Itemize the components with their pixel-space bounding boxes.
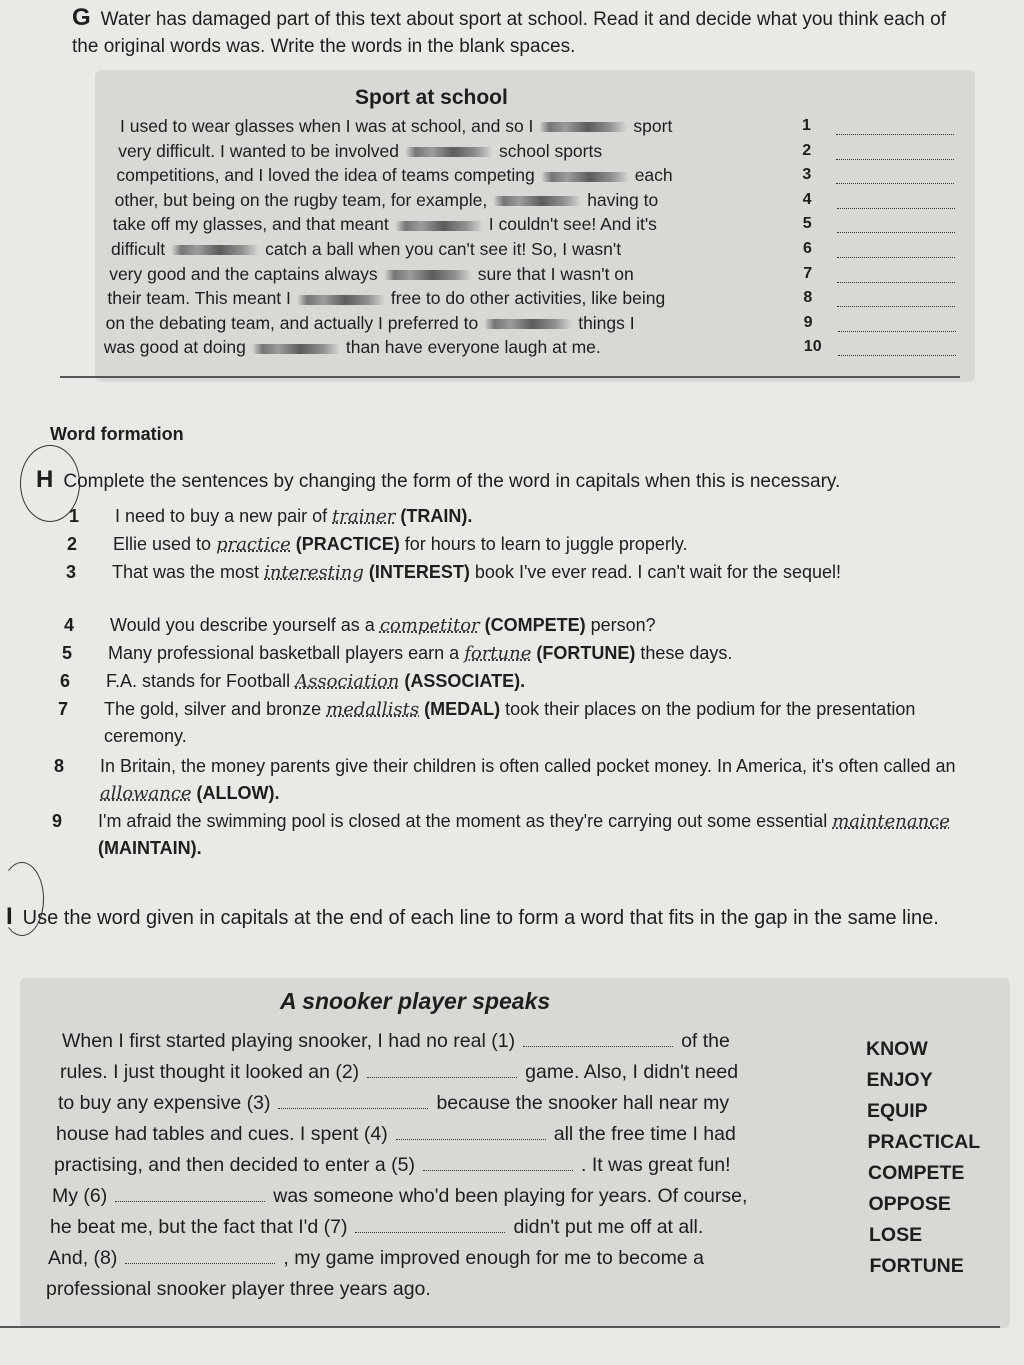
line-text-after: all the free time I had — [553, 1123, 736, 1145]
capital-keyword: PRACTICAL — [867, 1131, 981, 1153]
line-text-after: of the — [681, 1030, 730, 1052]
text-line — [58, 1092, 729, 1115]
capital-keyword: ENJOY — [866, 1069, 933, 1091]
line-text-before: difficult — [111, 239, 166, 259]
line-text-before: very good and the captains always — [109, 263, 378, 284]
line-text-after: . It was great fun! — [580, 1154, 731, 1176]
answer-gap[interactable] — [125, 1263, 275, 1264]
capital-keyword: KNOW — [866, 1038, 928, 1060]
water-damage-mark — [493, 196, 581, 206]
sentence-item — [60, 668, 926, 695]
line-text-before: other, but being on the rugby team, for example, — [114, 189, 488, 210]
item-number: 1 — [69, 506, 80, 526]
sentence-text: person? — [585, 615, 656, 635]
handwritten-answer[interactable]: fortune — [464, 643, 532, 664]
line-text-after: free to do other activities, like being — [390, 288, 666, 309]
story-title: Sport at school — [355, 86, 508, 109]
answer-gap[interactable] — [278, 1108, 428, 1109]
exercise-letter: G — [72, 4, 91, 31]
answer-blank[interactable] — [837, 232, 955, 233]
line-text-before: rules. I just thought it looked an (2) — [60, 1061, 360, 1083]
item-number: 5 — [62, 643, 73, 663]
line-text-before: When I first started playing snooker, I had no real (1) — [62, 1030, 516, 1052]
answer-blank[interactable] — [836, 183, 954, 184]
item-number: 3 — [66, 562, 77, 582]
answer-gap[interactable] — [367, 1077, 517, 1078]
handwritten-answer[interactable]: trainer — [332, 506, 396, 527]
answer-gap[interactable] — [523, 1046, 673, 1047]
line-text-before: house had tables and cues. I spent (4) — [56, 1123, 388, 1145]
text-line — [120, 116, 672, 137]
capital-word: (PRACTICE) — [290, 534, 400, 554]
answer-row — [803, 215, 955, 233]
answer-row — [803, 265, 955, 283]
sentence-text: That was the most — [112, 562, 265, 582]
capital-keyword: EQUIP — [867, 1100, 928, 1122]
water-damage-mark — [297, 295, 385, 305]
text-line — [116, 165, 672, 186]
line-text-after: didn't put me off at all. — [513, 1216, 704, 1238]
text-line — [52, 1185, 747, 1208]
line-text-before: And, (8) — [48, 1247, 118, 1269]
answer-blank[interactable] — [837, 208, 955, 209]
text-line — [118, 141, 602, 162]
item-number: 2 — [67, 534, 78, 554]
divider — [60, 376, 960, 378]
sentence-text: Many professional basketball players earn a — [108, 643, 465, 663]
capital-word: (ASSOCIATE). — [399, 671, 526, 691]
line-text-after: game. Also, I didn't need — [525, 1061, 739, 1083]
sentence-item — [62, 640, 928, 667]
capital-word: (ALLOW). — [191, 783, 280, 803]
capital-word: (TRAIN). — [395, 506, 473, 526]
exercise-g-instruction: G Water has damaged part of this text about sport at school. Read it and decide what you think each of the original words was. Write the words in the blank spaces. — [72, 4, 946, 57]
section-label: Word formation — [50, 424, 184, 444]
handwritten-answer[interactable]: practice — [216, 534, 291, 555]
handwritten-answer[interactable]: allowance — [100, 783, 192, 804]
answer-row — [802, 166, 954, 184]
text-line — [48, 1247, 704, 1270]
line-text-before: their team. This meant I — [107, 288, 291, 309]
sentence-text: book I've ever read. I can't wait for the sequel! — [469, 562, 841, 582]
text-line — [62, 1030, 730, 1053]
answer-row — [804, 338, 956, 356]
handwritten-answer[interactable]: maintenance — [832, 811, 950, 832]
line-text-after: catch a ball when you can't see it! So, I wasn't — [265, 239, 622, 259]
answer-gap[interactable] — [396, 1139, 546, 1140]
item-number: 9 — [52, 811, 63, 831]
answer-number: 2 — [802, 141, 812, 159]
line-text-before: on the debating team, and actually I preferred to — [105, 312, 479, 333]
item-number: 7 — [58, 699, 69, 719]
line-text-before: practising, and then decided to enter a (5) — [54, 1154, 415, 1176]
sentence-item — [54, 753, 1000, 807]
sentence-item — [58, 696, 984, 750]
text-line — [60, 1061, 738, 1084]
water-damage-mark — [405, 147, 493, 157]
answer-number: 1 — [802, 117, 811, 134]
answer-row — [802, 142, 954, 160]
text-line — [107, 288, 665, 309]
line-text-after: I couldn't see! And it's — [488, 214, 657, 235]
text-line — [104, 337, 601, 358]
sentence-text: In Britain, the money parents give their children is often called pocket money. In America, it's often called an — [100, 756, 956, 776]
water-damage-mark — [384, 270, 472, 280]
line-text-before: he beat me, but the fact that I'd (7) — [50, 1216, 348, 1238]
sentence-text: these days. — [635, 643, 733, 663]
answer-row — [802, 117, 954, 135]
line-text-after: because the snooker hall near my — [436, 1092, 730, 1114]
line-text-after: school sports — [499, 140, 603, 161]
handwritten-answer[interactable]: Association — [295, 671, 400, 692]
item-number: 8 — [54, 756, 65, 776]
line-text-before: professional snooker player three years ago. — [46, 1278, 431, 1300]
answer-number: 10 — [803, 338, 822, 356]
line-text-after: sure that I wasn't on — [477, 263, 634, 284]
sentence-item — [64, 612, 930, 639]
sentence-text: took their places on the podium for the presentation ceremony. — [104, 699, 916, 746]
text-line — [50, 1216, 703, 1239]
answer-gap[interactable] — [355, 1232, 505, 1233]
sentence-text: for hours to learn to juggle properly. — [399, 534, 688, 554]
answer-number: 8 — [803, 289, 813, 307]
line-text-after: , my game improved enough for me to become a — [283, 1247, 704, 1269]
line-text-after: each — [634, 165, 673, 186]
item-number: 6 — [60, 671, 71, 691]
capital-keyword: COMPETE — [868, 1162, 965, 1184]
line-text-before: very difficult. I wanted to be involved — [118, 140, 399, 161]
answer-row — [803, 289, 955, 307]
sentence-item — [69, 503, 915, 530]
answer-number: 6 — [803, 240, 812, 257]
answer-number: 4 — [802, 190, 812, 208]
line-text-before: competitions, and I loved the idea of teams competing — [116, 165, 535, 186]
answer-blank[interactable] — [838, 331, 956, 332]
sentence-item — [66, 559, 932, 586]
text-line — [113, 214, 657, 235]
sentence-text: F.A. stands for Football — [106, 671, 296, 691]
sentence-item — [52, 808, 998, 862]
item-number: 4 — [64, 615, 75, 635]
line-text-before: take off my glasses, and that meant — [112, 214, 389, 235]
answer-blank[interactable] — [836, 159, 954, 160]
capital-keyword: FORTUNE — [869, 1255, 964, 1277]
line-text-before: My (6) — [52, 1185, 108, 1207]
answer-number: 9 — [803, 313, 813, 331]
answer-row — [803, 240, 955, 258]
water-damage-mark — [484, 319, 572, 329]
line-text-after: sport — [633, 116, 673, 136]
line-text-after: was someone who'd been playing for years. Of course, — [273, 1185, 748, 1207]
line-text-before: was good at doing — [103, 337, 246, 358]
line-text-after: than have everyone laugh at me. — [345, 337, 601, 358]
text-line — [115, 190, 659, 211]
text-line — [106, 313, 635, 334]
handwritten-answer[interactable]: medallists — [326, 699, 420, 720]
capital-keyword: LOSE — [869, 1224, 923, 1246]
sentence-text: I need to buy a new pair of — [115, 506, 333, 526]
story-title: A snooker player speaks — [280, 988, 551, 1014]
water-damage-mark — [252, 344, 340, 354]
handwritten-answer[interactable]: competitor — [379, 615, 480, 636]
capital-word: (MEDAL) — [419, 699, 501, 719]
water-damage-mark — [171, 245, 259, 255]
divider — [0, 1326, 1000, 1328]
answer-blank[interactable] — [838, 355, 956, 356]
text-line — [46, 1278, 431, 1301]
answer-blank[interactable] — [836, 134, 954, 135]
answer-number: 5 — [802, 215, 812, 233]
water-damage-mark — [395, 221, 483, 231]
answer-gap[interactable] — [423, 1170, 573, 1171]
answer-blank[interactable] — [837, 306, 955, 307]
line-text-before: to buy any expensive (3) — [58, 1092, 271, 1114]
exercise-letter: H — [36, 466, 54, 493]
sentence-text: I'm afraid the swimming pool is closed at the moment as they're carrying out some essential — [98, 811, 833, 831]
answer-row — [803, 191, 955, 209]
answer-number: 7 — [803, 264, 813, 282]
line-text-after: having to — [587, 189, 659, 210]
capital-keyword: OPPOSE — [868, 1193, 951, 1215]
sentence-text: Ellie used to — [113, 534, 217, 554]
capital-word: (FORTUNE) — [531, 643, 636, 663]
answer-row — [804, 314, 956, 332]
sentence-text: Would you describe yourself as a — [110, 615, 380, 635]
capital-word: (INTEREST) — [363, 562, 470, 582]
answer-gap[interactable] — [115, 1201, 265, 1202]
exercise-letter: I — [6, 903, 13, 930]
sentence-text: The gold, silver and bronze — [104, 699, 327, 719]
exercise-i-instruction: I Use the word given in capitals at the end of each line to form a word that fits in the gap in the same line. — [6, 903, 939, 930]
line-text-before: I used to wear glasses when I was at school, and so I — [120, 116, 534, 136]
handwritten-answer[interactable]: interesting — [264, 562, 364, 583]
water-damage-mark — [541, 172, 629, 182]
text-line — [54, 1154, 731, 1177]
text-line — [111, 239, 621, 260]
answer-blank[interactable] — [837, 257, 955, 258]
capital-word: (MAINTAIN). — [98, 838, 202, 858]
exercise-h-instruction: H Complete the sentences by changing the form of the word in capitals when this is necessary. — [36, 466, 841, 493]
text-line — [109, 264, 634, 285]
answer-number: 3 — [802, 166, 812, 184]
answer-blank[interactable] — [837, 282, 955, 283]
text-line — [56, 1123, 736, 1146]
water-damage-mark — [539, 122, 627, 132]
capital-word: (COMPETE) — [479, 615, 586, 635]
sentence-item — [67, 531, 913, 558]
line-text-after: things I — [578, 312, 635, 333]
